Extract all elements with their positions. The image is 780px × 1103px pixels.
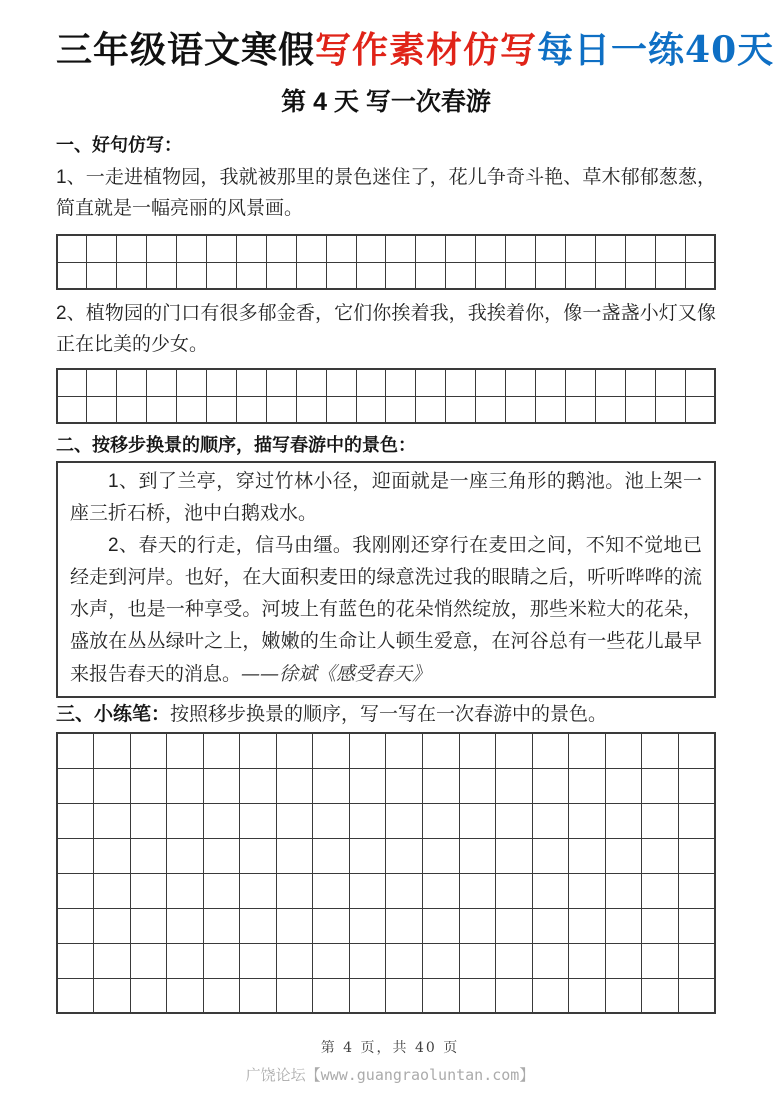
writing-grid-cell xyxy=(565,396,595,423)
section-3-heading-text: 按照移步换景的顺序，写一写在一次春游中的景色。 xyxy=(170,704,608,725)
writing-grid-cell xyxy=(642,943,679,978)
writing-grid-cell xyxy=(446,235,476,262)
writing-grid-cell xyxy=(416,369,446,396)
writing-grid-cell xyxy=(595,396,625,423)
writing-grid-cell xyxy=(356,396,386,423)
writing-grid-cell xyxy=(57,262,87,289)
writing-grid-cell xyxy=(313,803,350,838)
writing-grid-cell xyxy=(240,943,277,978)
writing-grid-cell xyxy=(605,768,642,803)
writing-grid-cell xyxy=(459,838,496,873)
writing-grid-cell xyxy=(678,873,715,908)
writing-grid-cell xyxy=(416,396,446,423)
writing-grid-cell xyxy=(655,235,685,262)
writing-grid-cell xyxy=(236,235,266,262)
writing-grid-cell xyxy=(422,803,459,838)
writing-grid-cell xyxy=(532,908,569,943)
writing-grid-cell xyxy=(313,768,350,803)
writing-grid-cell xyxy=(569,978,606,1013)
writing-grid-cell xyxy=(296,262,326,289)
writing-grid-cell xyxy=(386,838,423,873)
writing-grid-cell xyxy=(569,943,606,978)
writing-grid-cell xyxy=(605,873,642,908)
writing-grid-cell xyxy=(386,768,423,803)
writing-grid-cell xyxy=(496,838,533,873)
writing-grid-cell xyxy=(177,396,207,423)
writing-grid-row xyxy=(57,908,715,943)
writing-grid-cell xyxy=(94,873,131,908)
writing-grid-cell xyxy=(476,369,506,396)
writing-grid-cell xyxy=(605,978,642,1013)
writing-grid-cell xyxy=(446,369,476,396)
writing-grid-cell xyxy=(236,262,266,289)
writing-grid-cell xyxy=(446,396,476,423)
writing-grid-row xyxy=(57,768,715,803)
writing-grid-cell xyxy=(356,262,386,289)
writing-grid-cell xyxy=(625,396,655,423)
writing-grid-cell xyxy=(276,908,313,943)
writing-grid-cell xyxy=(57,838,94,873)
writing-grid-cell xyxy=(266,396,296,423)
writing-grid-cell xyxy=(240,838,277,873)
writing-grid-cell xyxy=(532,768,569,803)
writing-grid-cell xyxy=(569,768,606,803)
writing-grid-cell xyxy=(569,838,606,873)
writing-grid-cell xyxy=(266,235,296,262)
writing-grid-cell xyxy=(130,908,167,943)
writing-grid-row xyxy=(57,803,715,838)
page-indicator: 第 4 页，共 40 页 xyxy=(320,1040,460,1056)
writing-grid-cell xyxy=(326,235,356,262)
writing-grid-cell xyxy=(57,943,94,978)
writing-grid-cell xyxy=(678,768,715,803)
writing-grid-cell xyxy=(565,235,595,262)
writing-grid-row xyxy=(57,396,715,423)
writing-grid-cell xyxy=(349,978,386,1013)
writing-grid-cell xyxy=(642,978,679,1013)
writing-grid-cell xyxy=(506,235,536,262)
footer xyxy=(0,1037,780,1085)
writing-grid-cell xyxy=(506,369,536,396)
writing-grid-cell xyxy=(203,838,240,873)
writing-grid-cell xyxy=(240,803,277,838)
section-2-heading: 二、按移步换景的顺序，描写春游中的景色： xyxy=(56,435,416,455)
writing-grid-cell xyxy=(207,396,237,423)
writing-grid-cell xyxy=(203,978,240,1013)
writing-grid-cell xyxy=(57,768,94,803)
writing-grid-cell xyxy=(177,235,207,262)
section-1-heading: 一、好句仿写： xyxy=(56,135,182,155)
writing-grid-cell xyxy=(236,396,266,423)
writing-grid-row xyxy=(57,838,715,873)
writing-grid-cell xyxy=(605,908,642,943)
writing-grid-cell xyxy=(532,873,569,908)
writing-grid-cell xyxy=(349,943,386,978)
writing-grid-cell xyxy=(240,873,277,908)
writing-grid-cell xyxy=(605,803,642,838)
writing-grid-row xyxy=(57,369,715,396)
writing-grid-cell xyxy=(147,262,177,289)
writing-grid-cell xyxy=(459,803,496,838)
writing-grid-cell xyxy=(266,369,296,396)
writing-grid-cell xyxy=(532,838,569,873)
writing-grid-cell xyxy=(642,838,679,873)
writing-grid-cell xyxy=(130,768,167,803)
writing-grid-cell xyxy=(147,396,177,423)
writing-grid-cell xyxy=(240,733,277,768)
writing-grid-cell xyxy=(685,235,715,262)
writing-grid-cell xyxy=(642,908,679,943)
writing-grid-cell xyxy=(506,262,536,289)
writing-grid-cell xyxy=(595,235,625,262)
writing-grid-cell xyxy=(87,262,117,289)
writing-grid-cell xyxy=(605,838,642,873)
writing-grid-cell xyxy=(87,369,117,396)
writing-grid-cell xyxy=(87,235,117,262)
writing-grid-cell xyxy=(296,396,326,423)
writing-grid-cell xyxy=(313,943,350,978)
writing-grid-cell xyxy=(422,838,459,873)
writing-grid-cell xyxy=(605,943,642,978)
writing-grid-cell xyxy=(422,873,459,908)
writing-grid-cell xyxy=(349,908,386,943)
sentence-item-1: 1、一走进植物园，我就被那里的景色迷住了，花儿争奇斗艳、草木郁郁葱葱，简直就是一幅亮丽的风景画。 xyxy=(56,167,716,219)
writing-grid-cell xyxy=(459,978,496,1013)
writing-grid-cell xyxy=(57,803,94,838)
section-3-heading xyxy=(56,703,716,727)
writing-grid-cell xyxy=(276,943,313,978)
writing-grid-cell xyxy=(496,803,533,838)
writing-grid-cell xyxy=(313,873,350,908)
excerpt-para-2-text: 2、春天的行走，信马由缰。我刚刚还穿行在麦田之间，不知不觉地已经走到河岸。也好，在大面积麦田的绿意洗过我的眼睛之后，听听哗哗的流水声，也是一种享受。河坡上有蓝色的花朵悄然绽放，那些米粒大的花朵，盛放在丛丛绿叶之上，嫩嫩的生命让人顿生爱意，在河谷总有一些花儿最早来报告春天的消息。 xyxy=(70,535,702,685)
writing-grid-cell xyxy=(276,803,313,838)
writing-grid-cell xyxy=(240,908,277,943)
writing-grid-cell xyxy=(476,235,506,262)
writing-grid-cell xyxy=(207,235,237,262)
writing-grid-cell xyxy=(94,978,131,1013)
writing-grid-cell xyxy=(203,908,240,943)
writing-grid-cell xyxy=(167,873,204,908)
writing-grid-cell xyxy=(532,803,569,838)
writing-grid-cell xyxy=(313,908,350,943)
writing-grid-cell xyxy=(296,369,326,396)
writing-grid-cell xyxy=(349,838,386,873)
writing-grid-cell xyxy=(167,978,204,1013)
writing-grid-cell xyxy=(117,369,147,396)
writing-grid-cell xyxy=(386,396,416,423)
excerpt-para-2 xyxy=(70,530,702,691)
writing-grid-cell xyxy=(57,873,94,908)
writing-grid-cell xyxy=(130,838,167,873)
writing-grid-cell xyxy=(459,943,496,978)
page-title xyxy=(56,28,775,72)
writing-grid-cell xyxy=(167,733,204,768)
writing-grid-cell xyxy=(313,733,350,768)
writing-grid-cell xyxy=(94,838,131,873)
writing-grid-cell xyxy=(625,235,655,262)
writing-grid-cell xyxy=(203,733,240,768)
writing-grid-cell xyxy=(203,873,240,908)
writing-grid-cell xyxy=(276,733,313,768)
writing-grid-cell xyxy=(326,396,356,423)
writing-grid-cell xyxy=(565,369,595,396)
writing-grid-cell xyxy=(496,943,533,978)
writing-grid-cell xyxy=(207,262,237,289)
writing-grid-cell xyxy=(685,396,715,423)
writing-grid-cell xyxy=(625,262,655,289)
writing-grid-cell xyxy=(446,262,476,289)
writing-grid-cell xyxy=(496,978,533,1013)
writing-grid-cell xyxy=(386,943,423,978)
writing-grid-cell xyxy=(177,369,207,396)
writing-grid-cell xyxy=(313,838,350,873)
writing-grid-cell xyxy=(94,768,131,803)
writing-grid-cell xyxy=(236,369,266,396)
writing-grid-cell xyxy=(655,369,685,396)
writing-grid-cell xyxy=(326,262,356,289)
writing-grid-cell xyxy=(685,369,715,396)
excerpt-para-1 xyxy=(70,466,702,530)
writing-grid-cell xyxy=(532,978,569,1013)
writing-grid-cell xyxy=(94,908,131,943)
writing-grid-cell xyxy=(678,838,715,873)
writing-grid-cell xyxy=(296,235,326,262)
writing-grid-1 xyxy=(56,234,716,290)
writing-grid-cell xyxy=(356,235,386,262)
writing-grid-cell xyxy=(386,235,416,262)
writing-grid-row xyxy=(57,262,715,289)
writing-grid-cell xyxy=(678,978,715,1013)
writing-grid-cell xyxy=(678,908,715,943)
writing-grid-cell xyxy=(476,262,506,289)
writing-grid-cell xyxy=(496,733,533,768)
writing-grid-cell xyxy=(642,768,679,803)
writing-grid-cell xyxy=(565,262,595,289)
writing-grid-cell xyxy=(386,873,423,908)
writing-grid-cell xyxy=(177,262,207,289)
writing-grid-cell xyxy=(130,803,167,838)
writing-grid-row xyxy=(57,978,715,1013)
writing-grid-cell xyxy=(459,733,496,768)
writing-grid-cell xyxy=(386,369,416,396)
writing-grid-cell xyxy=(349,803,386,838)
writing-grid-cell xyxy=(536,369,566,396)
writing-grid-cell xyxy=(655,396,685,423)
writing-grid-cell xyxy=(276,838,313,873)
writing-grid-cell xyxy=(386,908,423,943)
writing-grid-cell xyxy=(326,369,356,396)
excerpt-para-1-text: 1、到了兰亭，穿过竹林小径，迎面就是一座三角形的鹅池。池上架一座三折石桥，池中白鹅戏水。 xyxy=(70,471,702,524)
writing-grid-2 xyxy=(56,368,716,424)
watermark: 广饶论坛【www.guangraoluntan.com】 xyxy=(245,1066,535,1084)
writing-grid-cell xyxy=(349,873,386,908)
writing-grid-cell xyxy=(416,235,446,262)
writing-grid-cell xyxy=(422,943,459,978)
writing-grid-cell xyxy=(655,262,685,289)
sentence-item-2: 2、植物园的门口有很多郁金香，它们你挨着我，我挨着你，像一盏盏小灯又像正在比美的少女。 xyxy=(56,303,716,355)
writing-grid-cell xyxy=(685,262,715,289)
writing-grid-cell xyxy=(117,235,147,262)
writing-grid-cell xyxy=(386,262,416,289)
excerpt-attribution: ——徐斌《感受春天》 xyxy=(241,663,432,685)
writing-grid-cell xyxy=(595,262,625,289)
writing-grid-cell xyxy=(386,733,423,768)
writing-grid-cell xyxy=(532,943,569,978)
writing-grid-cell xyxy=(57,369,87,396)
writing-grid-cell xyxy=(167,908,204,943)
writing-grid-cell xyxy=(240,978,277,1013)
writing-grid-cell xyxy=(625,369,655,396)
excerpt-box xyxy=(56,461,716,698)
writing-grid-cell xyxy=(94,733,131,768)
writing-grid-cell xyxy=(130,943,167,978)
writing-grid-cell xyxy=(459,908,496,943)
writing-grid-row xyxy=(57,873,715,908)
writing-grid-cell xyxy=(532,733,569,768)
writing-grid-cell xyxy=(386,803,423,838)
writing-grid-cell xyxy=(147,235,177,262)
writing-grid-cell xyxy=(496,873,533,908)
writing-grid-cell xyxy=(569,908,606,943)
writing-grid-cell xyxy=(506,396,536,423)
writing-grid-cell xyxy=(276,873,313,908)
writing-grid-cell xyxy=(476,396,506,423)
writing-grid-cell xyxy=(356,369,386,396)
writing-grid-cell xyxy=(313,978,350,1013)
writing-grid-3 xyxy=(56,732,716,1014)
writing-grid-cell xyxy=(147,369,177,396)
writing-grid-cell xyxy=(57,396,87,423)
writing-grid-cell xyxy=(678,803,715,838)
writing-grid-cell xyxy=(57,235,87,262)
writing-grid-cell xyxy=(605,733,642,768)
writing-grid-cell xyxy=(349,733,386,768)
writing-grid-cell xyxy=(536,396,566,423)
writing-grid-cell xyxy=(386,978,423,1013)
writing-grid-cell xyxy=(678,943,715,978)
writing-grid-cell xyxy=(203,768,240,803)
writing-grid-cell xyxy=(167,943,204,978)
writing-grid-cell xyxy=(117,262,147,289)
writing-grid-cell xyxy=(459,873,496,908)
writing-grid-row xyxy=(57,733,715,768)
writing-grid-cell xyxy=(266,262,296,289)
writing-grid-cell xyxy=(203,803,240,838)
writing-grid-cell xyxy=(496,768,533,803)
writing-grid-cell xyxy=(57,733,94,768)
writing-grid-cell xyxy=(536,235,566,262)
writing-grid-cell xyxy=(167,838,204,873)
writing-grid-cell xyxy=(496,908,533,943)
writing-grid-cell xyxy=(130,873,167,908)
writing-grid-cell xyxy=(130,978,167,1013)
writing-grid-cell xyxy=(57,908,94,943)
writing-grid-cell xyxy=(94,943,131,978)
title-part-topic: 写作素材仿写 xyxy=(315,29,538,71)
writing-grid-cell xyxy=(207,369,237,396)
writing-grid-cell xyxy=(57,978,94,1013)
writing-grid-row xyxy=(57,235,715,262)
writing-grid-cell xyxy=(130,733,167,768)
writing-grid-cell xyxy=(349,768,386,803)
writing-grid-cell xyxy=(240,768,277,803)
writing-grid-cell xyxy=(642,873,679,908)
writing-grid-row xyxy=(57,943,715,978)
writing-grid-cell xyxy=(276,978,313,1013)
writing-grid-cell xyxy=(536,262,566,289)
writing-grid-cell xyxy=(569,733,606,768)
writing-grid-cell xyxy=(642,733,679,768)
writing-grid-cell xyxy=(203,943,240,978)
writing-grid-cell xyxy=(276,768,313,803)
writing-grid-cell xyxy=(459,768,496,803)
writing-grid-cell xyxy=(422,978,459,1013)
writing-grid-cell xyxy=(422,733,459,768)
writing-grid-cell xyxy=(167,803,204,838)
writing-grid-cell xyxy=(569,873,606,908)
title-part-grade: 三年级语文寒假 xyxy=(56,29,316,71)
writing-grid-cell xyxy=(569,803,606,838)
section-3-heading-label: 三、小练笔： xyxy=(56,704,171,725)
lesson-subtitle: 第 4 天 写一次春游 xyxy=(281,88,491,116)
writing-grid-cell xyxy=(167,768,204,803)
writing-grid-cell xyxy=(416,262,446,289)
writing-grid-cell xyxy=(117,396,147,423)
title-part-drill: 每日一练40天 xyxy=(537,29,775,71)
writing-grid-cell xyxy=(87,396,117,423)
writing-grid-cell xyxy=(642,803,679,838)
writing-grid-cell xyxy=(678,733,715,768)
writing-grid-cell xyxy=(94,803,131,838)
writing-grid-cell xyxy=(422,768,459,803)
writing-grid-cell xyxy=(422,908,459,943)
writing-grid-cell xyxy=(595,369,625,396)
